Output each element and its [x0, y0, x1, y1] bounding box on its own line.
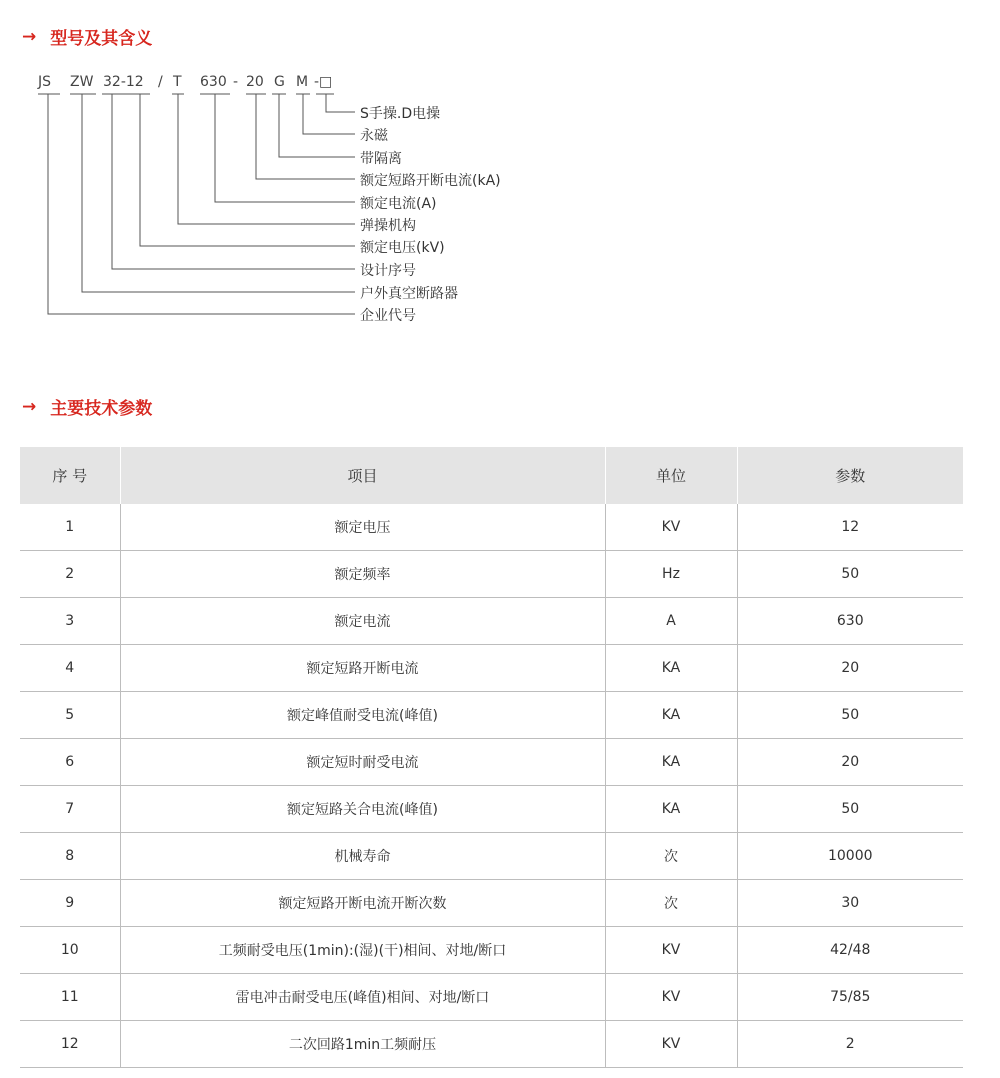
meaning-item: S手操.D电操 — [360, 106, 441, 122]
cell-value: 20 — [737, 739, 963, 786]
cell-index: 10 — [20, 927, 120, 974]
section-title-text: 主要技术参数 — [50, 399, 153, 419]
cell-item: 额定频率 — [120, 551, 605, 598]
meaning-item: 额定电流(A) — [360, 196, 437, 212]
meaning-item: 设计序号 — [360, 263, 416, 279]
cell-value: 50 — [737, 786, 963, 833]
cell-unit: KA — [605, 739, 737, 786]
table-row — [20, 974, 963, 1021]
table-row — [20, 833, 963, 880]
cell-item: 额定电流 — [120, 598, 605, 645]
model-code-diagram — [0, 0, 1000, 340]
cell-unit: 次 — [605, 833, 737, 880]
cell-index: 9 — [20, 880, 120, 927]
table-row — [20, 1021, 963, 1068]
model-code-meanings — [360, 0, 660, 330]
table-row — [20, 551, 963, 598]
meaning-item: 额定电压(kV) — [360, 240, 445, 256]
cell-index: 2 — [20, 551, 120, 598]
cell-item: 机械寿命 — [120, 833, 605, 880]
code-segment: JS — [38, 74, 52, 90]
cell-value: 50 — [737, 551, 963, 598]
code-segment: T — [173, 74, 182, 90]
meaning-item: 永磁 — [360, 128, 388, 144]
cell-unit: KA — [605, 645, 737, 692]
cell-index: 7 — [20, 786, 120, 833]
cell-value: 20 — [737, 645, 963, 692]
cell-unit: KA — [605, 786, 737, 833]
cell-item: 额定短路开断电流开断次数 — [120, 880, 605, 927]
cell-item: 额定电压 — [120, 504, 605, 551]
cell-value: 50 — [737, 692, 963, 739]
cell-value: 42/48 — [737, 927, 963, 974]
header-unit: 单位 — [605, 447, 737, 504]
table-row — [20, 927, 963, 974]
cell-item: 额定峰值耐受电流(峰值) — [120, 692, 605, 739]
header-value: 参数 — [737, 447, 963, 504]
code-segment: M — [296, 74, 309, 90]
cell-unit: KV — [605, 1021, 737, 1068]
table-row — [20, 645, 963, 692]
code-segment: -□ — [314, 74, 333, 90]
cell-index: 3 — [20, 598, 120, 645]
cell-item: 额定短时耐受电流 — [120, 739, 605, 786]
meaning-item: 带隔离 — [360, 151, 402, 167]
cell-unit: KV — [605, 974, 737, 1021]
header-index: 序 号 — [20, 447, 120, 504]
table-row — [20, 504, 963, 551]
cell-value: 75/85 — [737, 974, 963, 1021]
cell-unit: KV — [605, 504, 737, 551]
cell-value: 630 — [737, 598, 963, 645]
table-row — [20, 880, 963, 927]
cell-item: 二次回路1min工频耐压 — [120, 1021, 605, 1068]
table-row — [20, 692, 963, 739]
cell-value: 10000 — [737, 833, 963, 880]
cell-item: 额定短路关合电流(峰值) — [120, 786, 605, 833]
table-row — [20, 739, 963, 786]
cell-index: 8 — [20, 833, 120, 880]
cell-unit: KV — [605, 927, 737, 974]
cell-index: 1 — [20, 504, 120, 551]
arrow-right-icon: → — [22, 26, 37, 47]
table-body — [20, 504, 963, 1068]
code-segment: 32-12 — [103, 74, 144, 90]
spec-table — [20, 447, 963, 1068]
cell-item: 工频耐受电压(1min):(湿)(干)相间、对地/断口 — [120, 927, 605, 974]
cell-index: 11 — [20, 974, 120, 1021]
meaning-item: 弹操机构 — [360, 218, 416, 234]
cell-value: 12 — [737, 504, 963, 551]
code-segment: G — [274, 74, 285, 90]
code-segment: - — [233, 74, 239, 90]
cell-index: 4 — [20, 645, 120, 692]
cell-unit: A — [605, 598, 737, 645]
code-segment: 20 — [246, 74, 264, 90]
table-header-row — [20, 447, 963, 504]
cell-unit: Hz — [605, 551, 737, 598]
model-code-string — [30, 74, 333, 282]
header-item: 项目 — [120, 447, 605, 504]
cell-index: 6 — [20, 739, 120, 786]
code-segment: / — [158, 74, 163, 90]
arrow-right-icon: → — [22, 396, 37, 417]
cell-index: 5 — [20, 692, 120, 739]
meaning-item: 户外真空断路器 — [360, 286, 458, 302]
cell-index: 12 — [20, 1021, 120, 1068]
section-title-text: 型号及其含义 — [50, 29, 153, 49]
cell-value: 30 — [737, 880, 963, 927]
cell-value: 2 — [737, 1021, 963, 1068]
cell-item: 雷电冲击耐受电压(峰值)相间、对地/断口 — [120, 974, 605, 1021]
section-title-params — [22, 394, 152, 419]
meaning-item: 额定短路开断电流(kA) — [360, 173, 501, 189]
cell-unit: KA — [605, 692, 737, 739]
cell-unit: 次 — [605, 880, 737, 927]
code-segment: 630 — [200, 74, 227, 90]
table-row — [20, 598, 963, 645]
meaning-item: 企业代号 — [360, 308, 416, 324]
cell-item: 额定短路开断电流 — [120, 645, 605, 692]
code-segment: ZW — [70, 74, 94, 90]
table-row — [20, 786, 963, 833]
